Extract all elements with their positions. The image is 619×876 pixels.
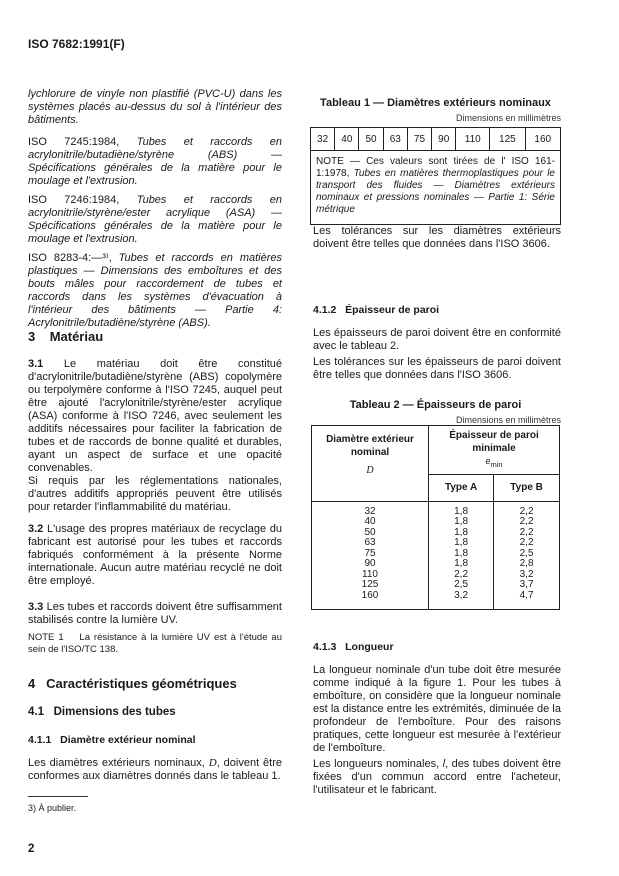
section-4-heading (28, 677, 237, 690)
table-cell: 160 (534, 133, 552, 145)
section-number: 3 (28, 329, 36, 344)
table-note-row (311, 151, 561, 225)
table-cell: 63 (364, 537, 376, 549)
section-3-heading (28, 330, 103, 343)
reference-iso-8283-4 (28, 252, 282, 330)
length-text-2 (313, 758, 561, 797)
table-cell: 1,8 (454, 516, 469, 528)
variable-l: l (442, 758, 446, 770)
note-text: NOTE — Ces valeurs sont tirées de l' ISO 161-1:1978, (316, 156, 555, 179)
table-1-caption: Tableau 1 — Diamètres extérieurs nominaux (320, 97, 551, 109)
section-number: 4.1.3 (313, 641, 337, 653)
column-diameter-values (312, 501, 429, 610)
column-header-diameter (312, 426, 429, 502)
footnote-3: 3) À publier. (28, 803, 77, 813)
table-cell: 2,2 (519, 505, 534, 517)
table-cell: 4,7 (519, 589, 534, 601)
table-body-row (312, 501, 560, 610)
text-fragment: , doivent être conformes aux diamètres donnés dans le tableau 1. (28, 757, 282, 782)
table-cell: 3,7 (519, 579, 534, 591)
document-id-header: ISO 7682:1991(F) (28, 37, 125, 51)
clause-text: L'usage des propres matériaux de recyclage du fabricant est autorisé pour les tubes et raccords fabriqués conformément à la présente Norme internationale. Aucun autre matériau recyclé ne doit être employé. (28, 523, 283, 587)
table-1-units: Dimensions en millimètres (455, 113, 561, 123)
section-title: Caractéristiques géométriques (46, 676, 237, 691)
clause-number: 3.2 (28, 523, 44, 535)
table-cell: 125 (490, 128, 525, 151)
section-4-1-1-heading (28, 734, 196, 747)
page-number: 2 (28, 843, 35, 855)
text-fragment: Les diamètres extérieurs nominaux, (28, 757, 209, 769)
section-title: Matériau (49, 329, 104, 344)
table-cell: 75 (407, 128, 431, 151)
footnote-rule (28, 796, 88, 797)
text-fragment: , des tubes doivent être fixées d'un commun accord entre l'acheteur, l'utilisateur et le fabricant. (313, 758, 561, 796)
column-type-a-values (429, 501, 494, 610)
clause-3-1 (28, 358, 282, 475)
section-number: 4 (28, 676, 36, 691)
clause-number: 3.1 (28, 358, 44, 370)
reference-code: ISO 7245:1984, (28, 136, 120, 148)
table-cell: 75 (364, 547, 376, 559)
note-label: NOTE 1 (28, 632, 64, 643)
reference-title: Tubes et raccords en acrylonitrile/butadiène/styrène (ABS) — Spécifications générales de la matière pour le moulage et l'extrusion. (28, 136, 283, 187)
table-cell: 50 (359, 128, 383, 151)
table-cell: 40 (364, 516, 376, 528)
clause-text: Le matériau doit être constitué d'acrylonitrile/butadiène/styrène (ABS) copolymère ou terpolymère conforme à l'ISO 7245, auquel peut être ajouté l'acrylonitrile/styrène/ester acrylique (ASA) conforme à l'ISO 7246, avec seulement les additifs nécessaires pour faciliter la fabrication de tubes et de raccords de bonne qualité et durables, ayant un aspect de surface et une opacité convenables. (28, 358, 282, 474)
table-header-row (312, 426, 560, 475)
column-header-type-b: Type B (494, 474, 560, 501)
reference-title: Tubes et raccords en matières plastiques — Dimensions des emboîtures et des bouts mâles pour raccordement de tubes et raccords dans les systèmes d'évacuation à l'intérieur des bâtiments — Partie 4: Acrylonitrile/butadiène/styrène (ABS). (28, 252, 283, 329)
reference-iso-7245 (28, 136, 282, 188)
table-cell: 32 (364, 505, 376, 517)
reference-iso-7246 (28, 194, 282, 246)
clause-3-2 (28, 523, 282, 588)
column-type-b-values (494, 501, 560, 610)
length-text-1: La longueur nominale d'un tube doit être mesurée comme indiqué à la figure 1. Pour les tubes à emboîture, on considère que la longueur nominale est la distance entre les extrémités, diminuée de la profondeur de l'emboîture. Pour des raisons pratiques, cette longueur est mesurée à l'extérieur de l'emboîture. (313, 664, 561, 754)
table-cell: 2,2 (519, 516, 534, 528)
table-cell: 110 (362, 568, 378, 580)
column-group-header-min-thickness (429, 426, 560, 475)
section-title: Épaisseur de paroi (345, 304, 440, 316)
table-cell: 90 (364, 558, 376, 570)
variable-e: e (485, 456, 491, 466)
section-4-1-2-heading (313, 304, 439, 317)
variable-d: D (208, 757, 217, 769)
table-cell: 90 (432, 128, 456, 151)
reference-code: ISO 8283-4:—³⁾, (28, 252, 112, 264)
table-cell: 2,2 (519, 526, 534, 538)
clause-text: Les tubes et raccords doivent être suffisamment stabilisés contre la lumière UV. (28, 601, 282, 626)
table-cell: 1,8 (454, 547, 469, 559)
table-cell: 1,8 (454, 537, 469, 549)
note-1 (28, 632, 282, 656)
section-number: 4.1 (28, 706, 44, 718)
table-cell: 1,8 (454, 526, 469, 538)
table-cell: 40 (335, 128, 359, 151)
clause-3-1-paragraph-2: Si requis par les réglementations nationales, d'autres additifs appropriés peuvent être utilisés pour retarder l'inflammabilité du matériau. (28, 475, 282, 513)
section-number: 4.1.1 (28, 734, 52, 746)
section-4-1-1-text (28, 757, 282, 783)
section-4-1-3-heading (313, 641, 394, 654)
wall-thickness-text-1: Les épaisseurs de paroi doivent être en conformité avec le tableau 2. (313, 327, 561, 352)
section-title: Dimensions des tubes (53, 706, 176, 718)
table-2-units: Dimensions en millimètres (455, 415, 561, 425)
clause-3-3 (28, 601, 282, 627)
section-title: Longueur (345, 641, 394, 653)
header-variable (431, 455, 557, 471)
table-row (311, 128, 561, 151)
column-header-type-a: Type A (429, 474, 494, 501)
table-cell: 2,2 (454, 568, 469, 580)
header-label: Diamètre extérieur nominal (326, 434, 414, 458)
clause-number: 3.3 (28, 601, 44, 613)
section-title: Diamètre extérieur nominal (60, 734, 196, 746)
reference-title: Tubes et raccords en acrylonitrile/styrène/ester acrylique (ASA) — Spécifications générales de la matière pour le moulage et l'extrusion. (28, 194, 283, 245)
note-text: La résistance à la lumière UV est à l'étude au sein de l'ISO/TC 138. (28, 632, 283, 655)
table-cell: 3,2 (454, 589, 469, 601)
variable-subscript: min (490, 459, 503, 469)
reference-pvc: lychlorure de vinyle non plastifié (PVC-U) dans les systèmes placés au-dessus du sol à l'intérieur des bâtiments. (28, 88, 282, 126)
table-cell: 125 (361, 579, 379, 591)
table-cell: 1,8 (454, 505, 469, 517)
table-cell: 32 (311, 128, 335, 151)
text-fragment: Les longueurs nominales, (313, 758, 443, 770)
table-cell: 2,2 (519, 537, 534, 549)
table-cell: 63 (383, 128, 407, 151)
reference-code: ISO 7246:1984, (28, 194, 120, 206)
table-1-nominal-diameters (310, 127, 561, 225)
header-label: Épaisseur de paroi minimale (449, 430, 539, 454)
table-cell: 2,5 (454, 579, 469, 591)
wall-thickness-text-2: Les tolérances sur les épaisseurs de paroi doivent être telles que données dans l'ISO 3606. (313, 356, 561, 381)
table-cell: 110 (456, 128, 490, 151)
table-2-caption: Tableau 2 — Épaisseurs de paroi (349, 399, 522, 411)
note-reference-title: Tubes en matières thermoplastiques pour le transport des fluides — Diamètres extérieurs nominaux et pressions nominales — Partie 1: Série métrique (316, 168, 555, 215)
diameter-tolerance-text: Les tolérances sur les diamètres extérieurs doivent être telles que données dans l'ISO 3606. (313, 225, 561, 250)
table-cell: 160 (361, 589, 379, 601)
table-1-note (311, 151, 561, 225)
table-cell: 1,8 (454, 558, 469, 570)
table-cell: 3,2 (519, 568, 534, 580)
table-2-wall-thickness (311, 425, 560, 610)
table-cell: 2,8 (519, 558, 534, 570)
table-cell: 50 (364, 526, 376, 538)
table-cell: 2,5 (519, 547, 534, 559)
header-variable: D (366, 465, 374, 476)
section-4-1-heading (28, 706, 176, 719)
section-number: 4.1.2 (313, 304, 337, 316)
